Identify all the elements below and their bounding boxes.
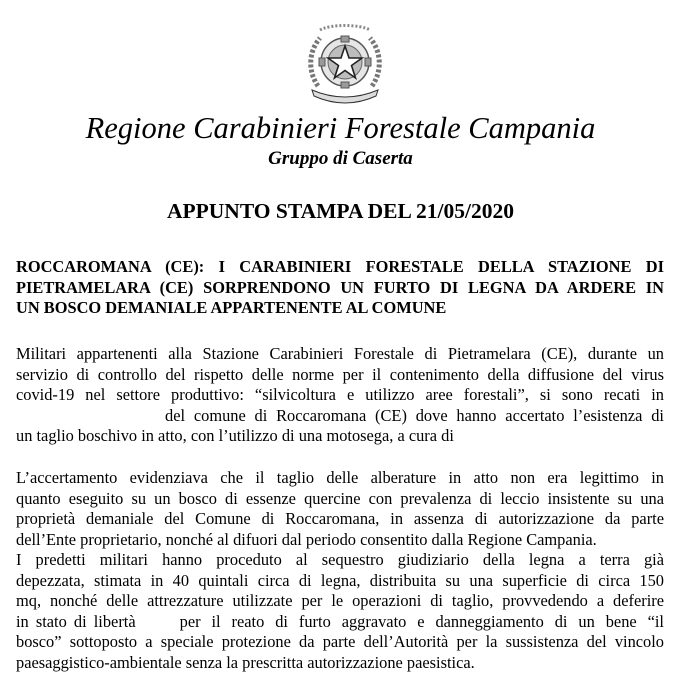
paragraph-2 bbox=[16, 468, 664, 550]
paragraph-line: Militari appartenenti alla Stazione Carabinieri Forestale di Pietramelara (CE), durante un bbox=[16, 344, 664, 363]
headline-line: PIETRAMELARA (CE) SORPRENDONO UN FURTO DI LEGNA DA ARDERE IN bbox=[16, 277, 664, 297]
paragraph-line: bosco” sottoposto a speciale protezione da parte dell’Autorità per la sussistenza del vincolo bbox=[16, 632, 664, 651]
organization-name: Regione Carabinieri Forestale Campania bbox=[85, 111, 596, 145]
paragraph-line bbox=[16, 612, 664, 633]
group-name: Gruppo di Caserta bbox=[268, 148, 413, 169]
paragraph-line: covid-19 nel settore produttivo: “silvicoltura e utilizzo aree forestali”, si sono recati in bbox=[16, 385, 664, 404]
paragraph-line: I predetti militari hanno proceduto al sequestro giudiziario della legna a terra già bbox=[16, 550, 664, 569]
redaction-gap bbox=[136, 612, 180, 633]
headline-line: UN BOSCO DEMANIALE APPARTENENTE AL COMUNE bbox=[16, 298, 447, 317]
paragraph-line: mq, nonché delle attrezzature utilizzate per le operazioni di taglio, provvedendo a deferire bbox=[16, 591, 664, 610]
paragraph-line: del comune di Roccaromana (CE) dove hanno accertato l’esistenza di bbox=[165, 405, 664, 425]
paragraph-line: quanto eseguito su un bosco di essenze quercine con prevalenza di leccio insistente su una bbox=[16, 488, 664, 508]
paragraph-line: un taglio boschivo in atto, con l’utilizzo di una motosega, a cura di bbox=[16, 426, 454, 445]
paragraph-line: proprietà demaniale del Comune di Roccaromana, in assenza di autorizzazione da parte bbox=[16, 509, 664, 528]
star-emblem-icon bbox=[306, 24, 384, 106]
paragraph-3 bbox=[16, 550, 664, 673]
paragraph-line-part: in stato di libertà bbox=[16, 611, 136, 631]
paragraph-line: servizio di controllo del rispetto delle norme per il contenimento della diffusione del virus bbox=[16, 364, 664, 384]
paragraph-line: dell’Ente proprietario, nonché al difuori dal periodo consentito dalla Regione Campania. bbox=[16, 529, 597, 549]
headline-line: ROCCAROMANA (CE): I CARABINIERI FORESTALE DELLA STAZIONE DI bbox=[16, 257, 664, 276]
paragraph-line: paesaggistico-ambientale senza la prescritta autorizzazione paesistica. bbox=[16, 652, 475, 672]
document-title: APPUNTO STAMPA DEL 21/05/2020 bbox=[166, 199, 514, 223]
paragraph-line: depezzata, stimata in 40 quintali circa di legna, distribuita su una superficie di circa 150 bbox=[16, 570, 664, 590]
headline bbox=[16, 257, 664, 319]
paragraph-line-part: per il reato di furto aggravato e danneggiamento di un bene “il bbox=[179, 611, 664, 631]
paragraph-1 bbox=[16, 344, 664, 447]
paragraph-line: L’accertamento evidenziava che il taglio delle alberature in atto non era legittimo in bbox=[16, 468, 664, 487]
republic-emblem bbox=[306, 24, 384, 106]
